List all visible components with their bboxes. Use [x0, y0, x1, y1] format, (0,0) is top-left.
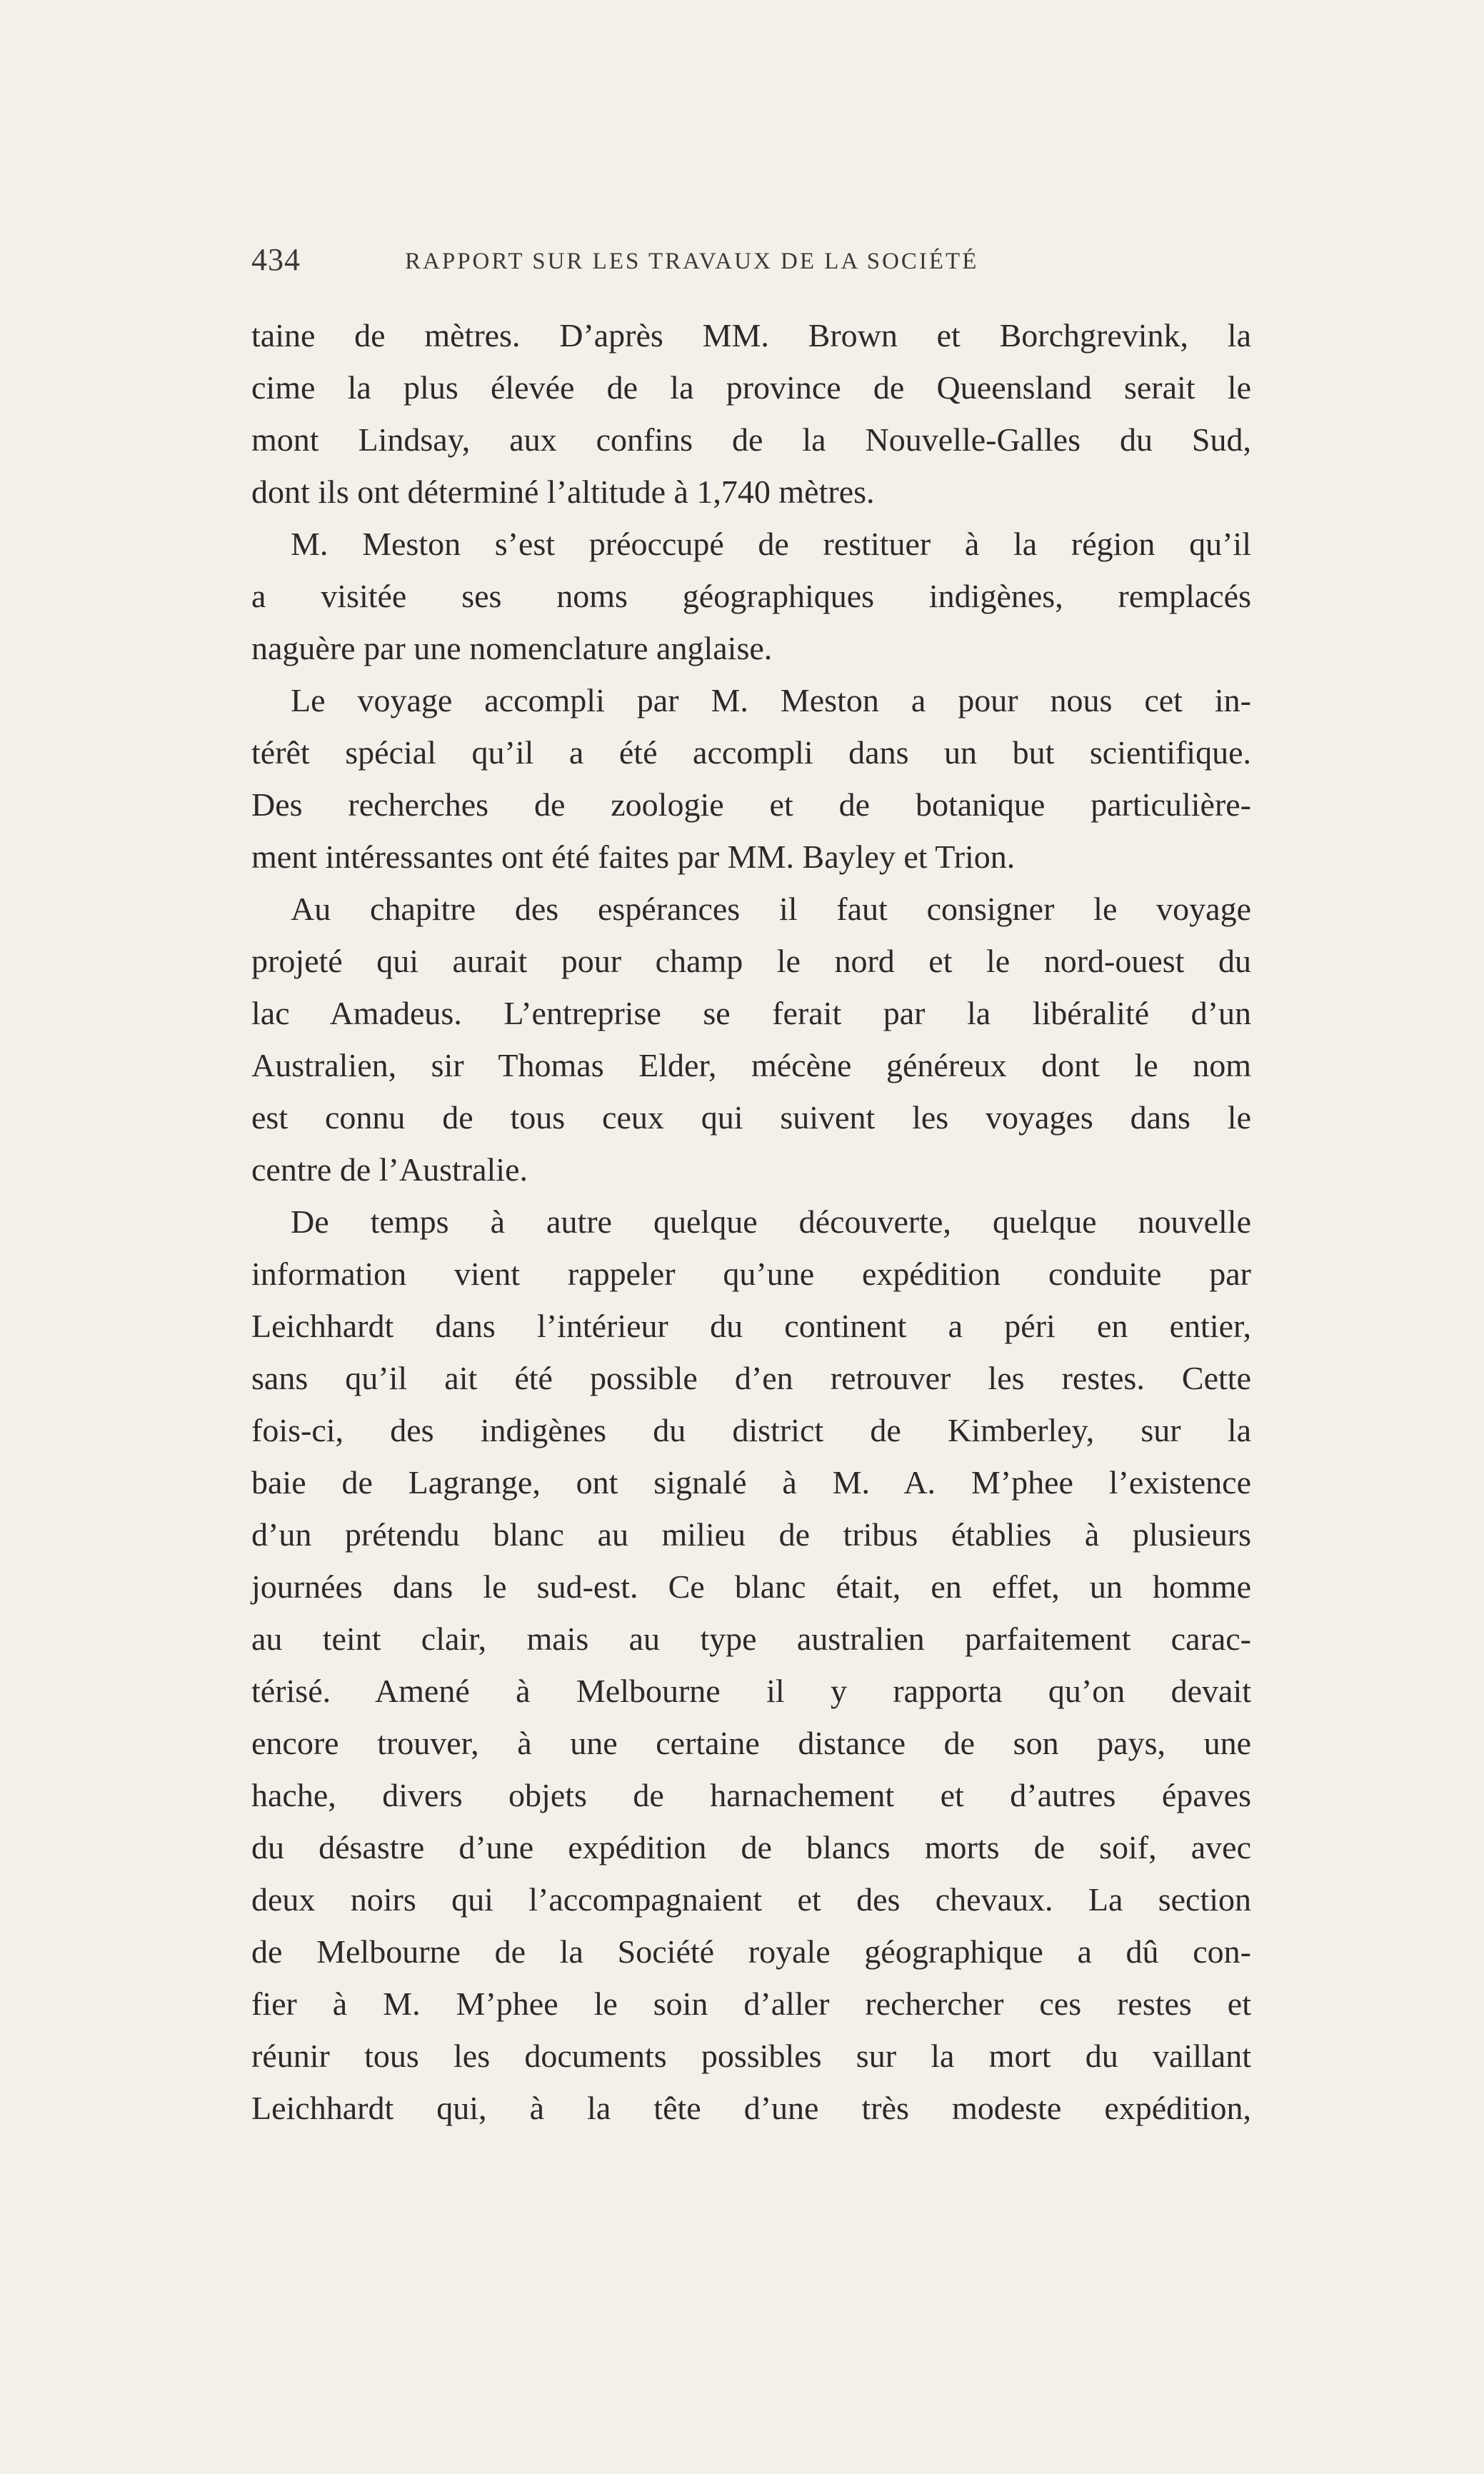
text-line: mont Lindsay, aux confins de la Nouvelle-Galles du Sud,: [251, 421, 1251, 458]
text-line: Leichhardt qui, à la tête d’une très modeste expédition,: [251, 2090, 1251, 2126]
text-line: est connu de tous ceux qui suivent les voyages dans le: [251, 1099, 1251, 1136]
text-line: journées dans le sud-est. Ce blanc était, en effet, un homme: [251, 1568, 1251, 1605]
text-line: naguère par une nomenclature anglaise.: [251, 630, 773, 666]
text-line: Leichhardt dans l’intérieur du continent a péri en entier,: [251, 1308, 1251, 1344]
text-line: térisé. Amené à Melbourne il y rapporta qu’on devait: [251, 1673, 1251, 1709]
text-line: deux noirs qui l’accompagnaient et des chevaux. La section: [251, 1881, 1251, 1918]
text-line: taine de mètres. D’après MM. Brown et Borchgrevink, la: [251, 317, 1251, 354]
text-line: réunir tous les documents possibles sur la mort du vaillant: [251, 2038, 1251, 2074]
text-line: projeté qui aurait pour champ le nord et le nord-ouest du: [251, 943, 1251, 979]
text-line: encore trouver, à une certaine distance de son pays, une: [251, 1725, 1251, 1761]
text-line: Au chapitre des espérances il faut consigner le voyage: [291, 891, 1251, 927]
text-line: dont ils ont déterminé l’altitude à 1,740 mètres.: [251, 474, 875, 510]
text-line: cime la plus élevée de la province de Queensland serait le: [251, 369, 1251, 406]
text-line: M. Meston s’est préoccupé de restituer à la région qu’il: [291, 526, 1251, 562]
text-line: térêt spécial qu’il a été accompli dans un but scientifique.: [251, 734, 1251, 771]
text-line: fier à M. M’phee le soin d’aller rechercher ces restes et: [251, 1985, 1251, 2022]
page-number: 434: [251, 242, 301, 277]
page-header: [251, 241, 1251, 284]
text-line: fois-ci, des indigènes du district de Kimberley, sur la: [251, 1412, 1251, 1448]
text-line: hache, divers objets de harnachement et d’autres épaves: [251, 1777, 1251, 1813]
text-line: Des recherches de zoologie et de botanique particulière-: [251, 786, 1251, 823]
text-line: Le voyage accompli par M. Meston a pour nous cet in-: [291, 682, 1251, 718]
text-line: centre de l’Australie.: [251, 1151, 528, 1188]
text-line: De temps à autre quelque découverte, quelque nouvelle: [291, 1203, 1251, 1240]
text-line: Australien, sir Thomas Elder, mécène généreux dont le nom: [251, 1047, 1251, 1083]
body-text: [251, 309, 1251, 2134]
text-line: d’un prétendu blanc au milieu de tribus établies à plusieurs: [251, 1516, 1251, 1553]
text-line: information vient rappeler qu’une expédition conduite par: [251, 1256, 1251, 1292]
text-line: ment intéressantes ont été faites par MM. Bayley et Trion.: [251, 838, 1016, 875]
text-line: baie de Lagrange, ont signalé à M. A. M’phee l’existence: [251, 1464, 1251, 1501]
text-line: de Melbourne de la Société royale géographique a dû con-: [251, 1933, 1251, 1970]
text-line: a visitée ses noms géographiques indigènes, remplacés: [251, 578, 1251, 614]
running-title: RAPPORT SUR LES TRAVAUX DE LA SOCIÉTÉ: [405, 249, 979, 274]
text-line: au teint clair, mais au type australien parfaitement carac-: [251, 1621, 1251, 1657]
text-line: du désastre d’une expédition de blancs morts de soif, avec: [251, 1829, 1251, 1865]
text-line: sans qu’il ait été possible d’en retrouver les restes. Cette: [251, 1360, 1251, 1396]
text-line: lac Amadeus. L’entreprise se ferait par la libéralité d’un: [251, 995, 1251, 1031]
